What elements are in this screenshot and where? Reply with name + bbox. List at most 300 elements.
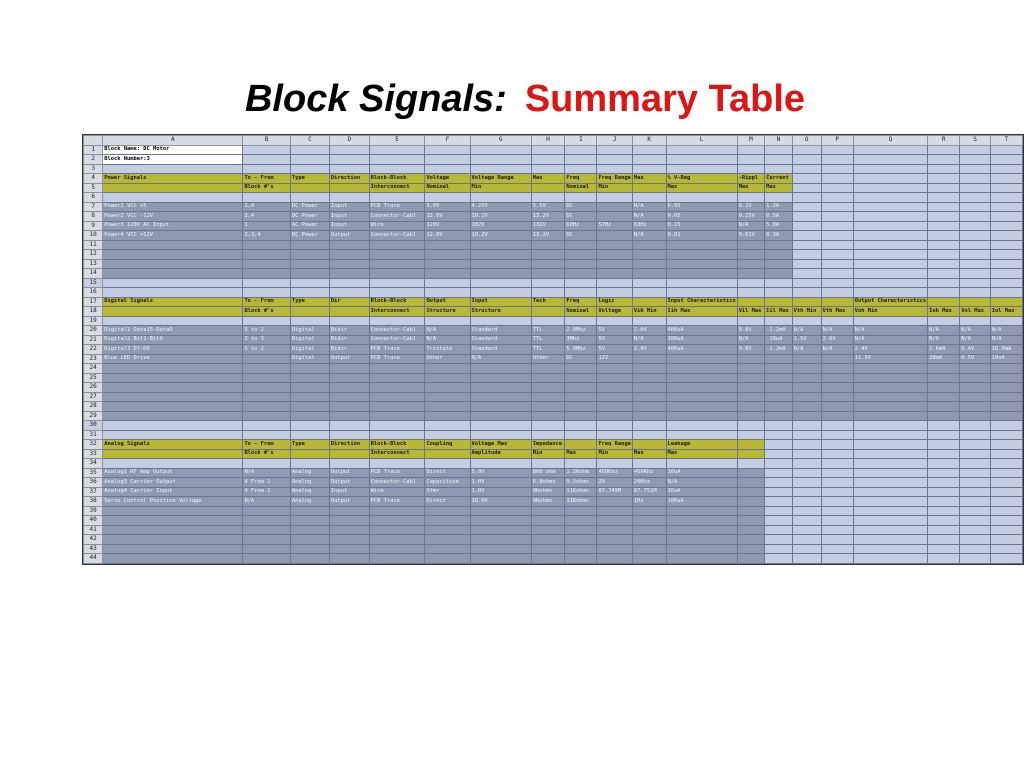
cell[interactable] bbox=[565, 402, 597, 412]
cell[interactable] bbox=[103, 373, 243, 383]
cell[interactable] bbox=[928, 544, 960, 554]
cell[interactable] bbox=[960, 497, 991, 507]
cell[interactable]: 4 From 1 bbox=[243, 478, 290, 488]
cell[interactable] bbox=[597, 506, 632, 516]
cell[interactable] bbox=[565, 316, 597, 326]
cell[interactable]: Capacitive bbox=[425, 478, 470, 488]
cell[interactable] bbox=[632, 164, 666, 174]
cell[interactable] bbox=[792, 269, 821, 279]
cell[interactable] bbox=[853, 506, 927, 516]
cell[interactable]: Input bbox=[329, 221, 369, 231]
cell[interactable] bbox=[928, 487, 960, 497]
cell[interactable] bbox=[470, 535, 531, 545]
cell[interactable] bbox=[792, 497, 821, 507]
cell[interactable] bbox=[990, 155, 1022, 165]
cell[interactable]: Power1 VCC +5 bbox=[103, 202, 243, 212]
cell[interactable]: Standard bbox=[470, 335, 531, 345]
cell[interactable] bbox=[853, 288, 927, 298]
cell[interactable]: Type bbox=[290, 297, 329, 307]
cell[interactable] bbox=[329, 373, 369, 383]
cell[interactable] bbox=[990, 430, 1022, 440]
cell[interactable] bbox=[666, 516, 737, 526]
column-header-c[interactable]: C bbox=[290, 136, 329, 146]
cell[interactable] bbox=[470, 145, 531, 155]
cell[interactable] bbox=[853, 212, 927, 222]
cell[interactable] bbox=[990, 231, 1022, 241]
cell[interactable] bbox=[960, 278, 991, 288]
cell[interactable] bbox=[425, 145, 470, 155]
cell[interactable] bbox=[103, 383, 243, 393]
column-header-s[interactable]: S bbox=[960, 136, 991, 146]
cell[interactable]: Digital1 Data15-Data0 bbox=[103, 326, 243, 336]
cell[interactable]: Direct bbox=[425, 497, 470, 507]
cell[interactable] bbox=[792, 487, 821, 497]
cell[interactable] bbox=[990, 544, 1022, 554]
cell[interactable] bbox=[565, 440, 597, 450]
cell[interactable] bbox=[329, 155, 369, 165]
cell[interactable] bbox=[990, 288, 1022, 298]
cell[interactable] bbox=[470, 554, 531, 564]
cell[interactable]: 400uA bbox=[666, 345, 737, 355]
cell[interactable] bbox=[565, 459, 597, 469]
cell[interactable]: Structure bbox=[470, 307, 531, 317]
cell[interactable]: 0.1V bbox=[737, 202, 764, 212]
cell[interactable]: Amplitude bbox=[470, 449, 531, 459]
cell[interactable] bbox=[737, 449, 764, 459]
cell[interactable] bbox=[960, 373, 991, 383]
cell[interactable]: Leakage bbox=[666, 440, 737, 450]
cell[interactable] bbox=[821, 155, 853, 165]
cell[interactable]: 10.2V bbox=[470, 212, 531, 222]
cell[interactable] bbox=[765, 478, 792, 488]
cell[interactable] bbox=[821, 373, 853, 383]
cell[interactable] bbox=[597, 535, 632, 545]
cell[interactable]: Max bbox=[565, 449, 597, 459]
cell[interactable] bbox=[597, 259, 632, 269]
cell[interactable]: Xfmr bbox=[425, 487, 470, 497]
cell[interactable]: 87.751M bbox=[632, 487, 666, 497]
cell[interactable]: N/A bbox=[666, 478, 737, 488]
column-header-t[interactable]: T bbox=[990, 136, 1022, 146]
cell[interactable] bbox=[792, 278, 821, 288]
cell[interactable]: Analog bbox=[290, 487, 329, 497]
cell[interactable]: N/A bbox=[928, 335, 960, 345]
cell[interactable]: Power3 120V AC Input bbox=[103, 221, 243, 231]
cell[interactable] bbox=[853, 364, 927, 374]
cell[interactable] bbox=[765, 449, 792, 459]
cell[interactable] bbox=[290, 164, 329, 174]
cell[interactable]: Connector-Cabl bbox=[369, 326, 425, 336]
cell[interactable] bbox=[737, 402, 764, 412]
cell[interactable] bbox=[990, 183, 1022, 193]
cell[interactable] bbox=[928, 212, 960, 222]
cell[interactable]: 2.0V bbox=[632, 345, 666, 355]
cell[interactable] bbox=[737, 145, 764, 155]
cell[interactable] bbox=[565, 516, 597, 526]
cell[interactable]: 10uA bbox=[666, 487, 737, 497]
cell[interactable] bbox=[928, 164, 960, 174]
cell[interactable]: DC bbox=[565, 212, 597, 222]
cell[interactable]: Interconnect bbox=[369, 307, 425, 317]
cell[interactable] bbox=[103, 392, 243, 402]
cell[interactable]: Nominal bbox=[425, 183, 470, 193]
cell[interactable] bbox=[928, 440, 960, 450]
cell[interactable] bbox=[531, 516, 565, 526]
cell[interactable] bbox=[329, 383, 369, 393]
cell[interactable] bbox=[531, 240, 565, 250]
cell[interactable] bbox=[369, 459, 425, 469]
cell[interactable]: Power4 VCC +12V bbox=[103, 231, 243, 241]
cell[interactable] bbox=[597, 364, 632, 374]
cell[interactable] bbox=[103, 288, 243, 298]
cell[interactable]: DC bbox=[565, 202, 597, 212]
cell[interactable] bbox=[666, 554, 737, 564]
cell[interactable] bbox=[632, 535, 666, 545]
cell[interactable]: 87.749M bbox=[597, 487, 632, 497]
cell[interactable] bbox=[470, 506, 531, 516]
cell[interactable] bbox=[470, 193, 531, 203]
cell[interactable]: Min bbox=[597, 449, 632, 459]
cell[interactable]: Analog bbox=[290, 497, 329, 507]
cell[interactable]: 1.0V bbox=[470, 478, 531, 488]
cell[interactable]: 0.05 bbox=[666, 202, 737, 212]
cell[interactable] bbox=[765, 240, 792, 250]
cell[interactable] bbox=[821, 240, 853, 250]
cell[interactable] bbox=[821, 145, 853, 155]
cell[interactable] bbox=[597, 459, 632, 469]
row-number[interactable]: 31 bbox=[84, 430, 103, 440]
cell[interactable] bbox=[565, 525, 597, 535]
cell[interactable] bbox=[632, 430, 666, 440]
cell[interactable]: Block-Block bbox=[369, 440, 425, 450]
cell[interactable] bbox=[369, 240, 425, 250]
cell[interactable] bbox=[666, 373, 737, 383]
cell[interactable] bbox=[928, 459, 960, 469]
cell[interactable] bbox=[960, 421, 991, 431]
cell[interactable] bbox=[369, 421, 425, 431]
cell[interactable]: Other bbox=[425, 354, 470, 364]
cell[interactable] bbox=[928, 383, 960, 393]
cell[interactable] bbox=[531, 402, 565, 412]
cell[interactable] bbox=[765, 269, 792, 279]
cell[interactable] bbox=[737, 440, 764, 450]
cell[interactable] bbox=[565, 383, 597, 393]
cell[interactable]: Max bbox=[666, 183, 737, 193]
cell[interactable] bbox=[853, 259, 927, 269]
cell[interactable] bbox=[632, 250, 666, 260]
cell[interactable] bbox=[531, 421, 565, 431]
row-number[interactable]: 20 bbox=[84, 326, 103, 336]
cell[interactable]: DC bbox=[565, 231, 597, 241]
cell[interactable] bbox=[792, 402, 821, 412]
cell[interactable] bbox=[666, 544, 737, 554]
cell[interactable] bbox=[928, 554, 960, 564]
cell[interactable] bbox=[425, 392, 470, 402]
cell[interactable] bbox=[765, 421, 792, 431]
cell[interactable]: 12V bbox=[597, 354, 632, 364]
cell[interactable] bbox=[853, 497, 927, 507]
cell[interactable] bbox=[103, 316, 243, 326]
cell[interactable] bbox=[765, 155, 792, 165]
cell[interactable] bbox=[792, 202, 821, 212]
cell[interactable] bbox=[369, 278, 425, 288]
cell[interactable] bbox=[632, 145, 666, 155]
cell[interactable]: 16.0mA bbox=[990, 345, 1022, 355]
cell[interactable] bbox=[792, 478, 821, 488]
cell[interactable] bbox=[597, 164, 632, 174]
cell[interactable] bbox=[928, 174, 960, 184]
cell[interactable] bbox=[103, 535, 243, 545]
cell[interactable]: Other bbox=[531, 354, 565, 364]
cell[interactable]: Interconnect bbox=[369, 183, 425, 193]
cell[interactable] bbox=[853, 240, 927, 250]
cell[interactable] bbox=[632, 183, 666, 193]
cell[interactable] bbox=[243, 535, 290, 545]
cell[interactable]: Wire bbox=[369, 487, 425, 497]
cell[interactable] bbox=[369, 269, 425, 279]
cell[interactable]: Voltage Range bbox=[470, 174, 531, 184]
cell[interactable] bbox=[928, 468, 960, 478]
cell[interactable] bbox=[821, 164, 853, 174]
cell[interactable] bbox=[853, 373, 927, 383]
cell[interactable] bbox=[666, 193, 737, 203]
cell[interactable]: N/A bbox=[853, 326, 927, 336]
cell[interactable] bbox=[960, 364, 991, 374]
cell[interactable]: -10uA bbox=[765, 335, 792, 345]
cell[interactable]: Direction bbox=[329, 440, 369, 450]
cell[interactable] bbox=[103, 459, 243, 469]
cell[interactable] bbox=[290, 516, 329, 526]
cell[interactable] bbox=[853, 525, 927, 535]
cell[interactable]: DC bbox=[565, 354, 597, 364]
cell[interactable] bbox=[853, 535, 927, 545]
cell[interactable] bbox=[531, 193, 565, 203]
cell[interactable] bbox=[928, 231, 960, 241]
cell[interactable]: N/A bbox=[928, 326, 960, 336]
cell[interactable] bbox=[329, 421, 369, 431]
cell[interactable] bbox=[425, 269, 470, 279]
cell[interactable] bbox=[765, 383, 792, 393]
cell[interactable] bbox=[990, 373, 1022, 383]
cell[interactable] bbox=[737, 535, 764, 545]
cell[interactable] bbox=[821, 202, 853, 212]
cell[interactable] bbox=[470, 421, 531, 431]
cell[interactable] bbox=[928, 535, 960, 545]
cell[interactable] bbox=[928, 316, 960, 326]
cell[interactable] bbox=[990, 554, 1022, 564]
cell[interactable] bbox=[765, 402, 792, 412]
cell[interactable] bbox=[329, 544, 369, 554]
cell[interactable] bbox=[990, 364, 1022, 374]
cell[interactable] bbox=[960, 459, 991, 469]
cell[interactable] bbox=[666, 383, 737, 393]
cell[interactable] bbox=[597, 383, 632, 393]
cell[interactable]: N/A bbox=[632, 212, 666, 222]
cell[interactable] bbox=[821, 364, 853, 374]
cell[interactable] bbox=[821, 430, 853, 440]
cell[interactable] bbox=[737, 297, 764, 307]
column-header-o[interactable]: O bbox=[792, 136, 821, 146]
cell[interactable] bbox=[821, 259, 853, 269]
cell[interactable]: 9Kohms bbox=[531, 497, 565, 507]
row-number[interactable]: 3 bbox=[84, 164, 103, 174]
cell[interactable] bbox=[329, 411, 369, 421]
cell[interactable]: N/A bbox=[243, 468, 290, 478]
cell[interactable] bbox=[103, 259, 243, 269]
cell[interactable] bbox=[565, 145, 597, 155]
cell[interactable] bbox=[821, 544, 853, 554]
cell[interactable] bbox=[737, 478, 764, 488]
row-number[interactable]: 28 bbox=[84, 402, 103, 412]
cell[interactable]: Bidir bbox=[329, 326, 369, 336]
cell[interactable] bbox=[243, 145, 290, 155]
column-header-i[interactable]: I bbox=[565, 136, 597, 146]
cell[interactable] bbox=[792, 383, 821, 393]
cell[interactable] bbox=[666, 392, 737, 402]
cell[interactable] bbox=[470, 383, 531, 393]
cell[interactable] bbox=[990, 421, 1022, 431]
cell[interactable] bbox=[960, 174, 991, 184]
cell[interactable]: 0.3A bbox=[765, 231, 792, 241]
cell[interactable]: Type bbox=[290, 174, 329, 184]
cell[interactable] bbox=[666, 535, 737, 545]
cell[interactable] bbox=[737, 354, 764, 364]
cell[interactable] bbox=[632, 516, 666, 526]
cell[interactable] bbox=[103, 516, 243, 526]
cell[interactable] bbox=[531, 278, 565, 288]
cell[interactable]: 0.4V bbox=[960, 345, 991, 355]
cell[interactable] bbox=[765, 411, 792, 421]
cell[interactable]: Nominal bbox=[565, 183, 597, 193]
cell[interactable] bbox=[369, 155, 425, 165]
cell[interactable] bbox=[928, 221, 960, 231]
cell[interactable] bbox=[329, 250, 369, 260]
cell[interactable] bbox=[290, 240, 329, 250]
cell[interactable] bbox=[765, 487, 792, 497]
cell[interactable]: Voltage Max bbox=[470, 440, 531, 450]
cell[interactable] bbox=[853, 468, 927, 478]
cell[interactable] bbox=[765, 364, 792, 374]
cell[interactable] bbox=[960, 506, 991, 516]
cell[interactable] bbox=[531, 411, 565, 421]
cell[interactable] bbox=[243, 250, 290, 260]
cell[interactable] bbox=[243, 240, 290, 250]
cell[interactable] bbox=[597, 231, 632, 241]
cell[interactable] bbox=[243, 411, 290, 421]
cell[interactable] bbox=[531, 250, 565, 260]
row-number[interactable]: 34 bbox=[84, 459, 103, 469]
cell[interactable] bbox=[737, 269, 764, 279]
cell[interactable] bbox=[565, 164, 597, 174]
cell[interactable] bbox=[290, 525, 329, 535]
cell[interactable]: Input bbox=[329, 202, 369, 212]
cell[interactable]: 2.0V bbox=[632, 326, 666, 336]
cell[interactable] bbox=[853, 202, 927, 212]
cell[interactable] bbox=[329, 193, 369, 203]
cell[interactable] bbox=[632, 506, 666, 516]
cell[interactable]: 10uA bbox=[990, 354, 1022, 364]
cell[interactable] bbox=[290, 364, 329, 374]
cell[interactable] bbox=[103, 183, 243, 193]
row-number[interactable]: 24 bbox=[84, 364, 103, 374]
cell[interactable]: 5 to 2 bbox=[243, 326, 290, 336]
column-header-d[interactable]: D bbox=[329, 136, 369, 146]
cell[interactable] bbox=[243, 383, 290, 393]
cell[interactable] bbox=[290, 459, 329, 469]
cell[interactable] bbox=[632, 316, 666, 326]
cell[interactable] bbox=[928, 421, 960, 431]
cell[interactable] bbox=[243, 164, 290, 174]
cell[interactable] bbox=[329, 259, 369, 269]
cell[interactable] bbox=[765, 164, 792, 174]
cell[interactable] bbox=[737, 430, 764, 440]
cell[interactable]: 5.0V bbox=[425, 202, 470, 212]
cell[interactable] bbox=[853, 221, 927, 231]
cell[interactable] bbox=[470, 288, 531, 298]
cell[interactable] bbox=[792, 430, 821, 440]
cell[interactable] bbox=[329, 459, 369, 469]
cell[interactable]: Block #'s bbox=[243, 183, 290, 193]
cell[interactable]: N/A bbox=[853, 335, 927, 345]
cell[interactable] bbox=[666, 354, 737, 364]
cell[interactable] bbox=[369, 164, 425, 174]
cell[interactable]: 1.2A bbox=[765, 202, 792, 212]
cell[interactable] bbox=[531, 164, 565, 174]
cell[interactable]: Voltage bbox=[425, 174, 470, 184]
cell[interactable]: Vth Min bbox=[792, 307, 821, 317]
cell[interactable] bbox=[243, 373, 290, 383]
cell[interactable] bbox=[765, 544, 792, 554]
cell[interactable] bbox=[565, 373, 597, 383]
cell[interactable] bbox=[960, 183, 991, 193]
cell[interactable] bbox=[765, 554, 792, 564]
cell[interactable] bbox=[470, 164, 531, 174]
cell[interactable] bbox=[470, 364, 531, 374]
cell[interactable]: 100uA bbox=[666, 497, 737, 507]
cell[interactable] bbox=[243, 402, 290, 412]
cell[interactable] bbox=[960, 544, 991, 554]
cell[interactable]: 1Hz bbox=[632, 497, 666, 507]
cell[interactable] bbox=[821, 459, 853, 469]
cell[interactable] bbox=[821, 421, 853, 431]
cell[interactable] bbox=[666, 288, 737, 298]
cell[interactable] bbox=[853, 430, 927, 440]
cell[interactable]: Connector-Cabl bbox=[369, 478, 425, 488]
cell[interactable] bbox=[666, 259, 737, 269]
cell[interactable] bbox=[666, 269, 737, 279]
cell[interactable] bbox=[990, 411, 1022, 421]
row-number[interactable]: 41 bbox=[84, 525, 103, 535]
cell[interactable] bbox=[765, 354, 792, 364]
cell[interactable] bbox=[329, 554, 369, 564]
cell[interactable] bbox=[990, 497, 1022, 507]
cell[interactable] bbox=[960, 478, 991, 488]
cell[interactable] bbox=[928, 373, 960, 383]
cell[interactable] bbox=[990, 269, 1022, 279]
cell[interactable] bbox=[990, 297, 1022, 307]
cell[interactable] bbox=[737, 250, 764, 260]
cell[interactable]: 2,4 bbox=[243, 212, 290, 222]
cell[interactable] bbox=[243, 259, 290, 269]
cell[interactable] bbox=[737, 411, 764, 421]
cell[interactable] bbox=[792, 145, 821, 155]
cell[interactable]: Voltage bbox=[597, 307, 632, 317]
cell[interactable] bbox=[369, 516, 425, 526]
cell[interactable] bbox=[103, 250, 243, 260]
cell[interactable] bbox=[369, 402, 425, 412]
cell[interactable] bbox=[960, 316, 991, 326]
cell[interactable] bbox=[765, 459, 792, 469]
